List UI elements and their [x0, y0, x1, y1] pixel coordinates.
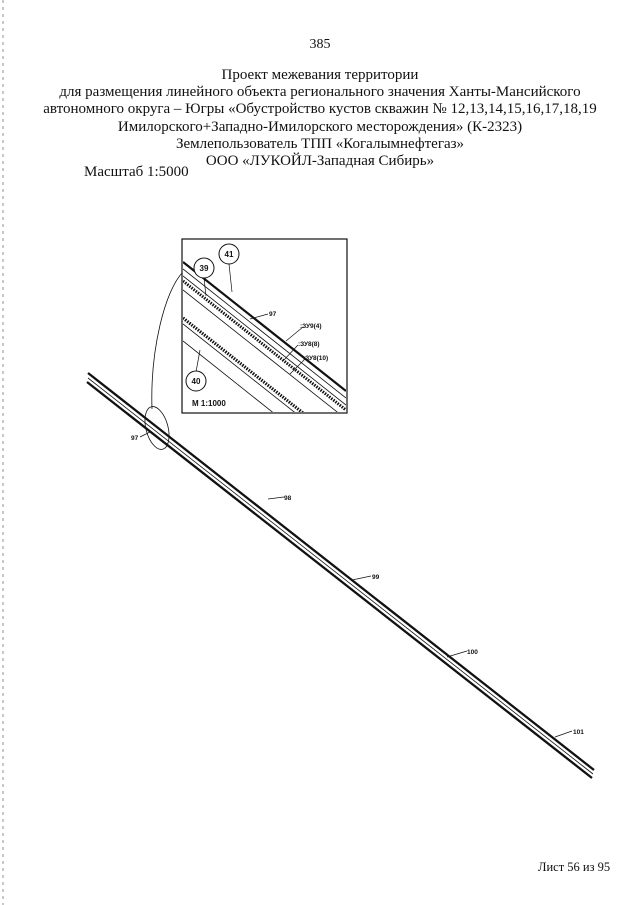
inset-label: :ЗУ9(4): [300, 323, 322, 330]
point-circle-label: 39: [199, 264, 209, 273]
inset-label: :ЗУ8(8): [298, 341, 320, 348]
point-circle-label: 41: [224, 250, 234, 259]
title-line: автономного округа – Югры «Обустройство кустов скважин № 12,13,14,15,16,17,18,19: [43, 101, 597, 118]
inset-label: :ЗУ8(10): [303, 355, 329, 362]
title-line: для размещения линейного объекта регионального значения Ханты-Мансийского: [59, 84, 581, 101]
page-number: 385: [309, 37, 331, 52]
point-label: 97: [131, 435, 139, 442]
title-line: Проект межевания территории: [221, 67, 419, 83]
point-label: 100: [467, 649, 478, 656]
title-line: ООО «ЛУКОЙЛ-Западная Сибирь»: [205, 153, 435, 170]
point-label: 99: [372, 574, 380, 581]
map-scale-label: Масштаб 1:5000: [84, 164, 189, 180]
title-line: Землепользователь ТПП «Когалымнефтегаз»: [175, 135, 465, 152]
sheet-number: Лист 56 из 95: [538, 860, 611, 874]
inset-label: 97: [269, 311, 277, 318]
inset-detail: [182, 239, 347, 453]
point-circle-label: 40: [191, 377, 201, 386]
title-line: Имилорского+Западно-Имилорского месторождения» (К-2323): [117, 118, 523, 135]
callout-leader: [152, 272, 183, 409]
inset-scale-label: М 1:1000: [192, 399, 226, 408]
linear-object: [87, 373, 594, 778]
point-label: 98: [284, 495, 292, 502]
point-label: 101: [573, 729, 584, 736]
